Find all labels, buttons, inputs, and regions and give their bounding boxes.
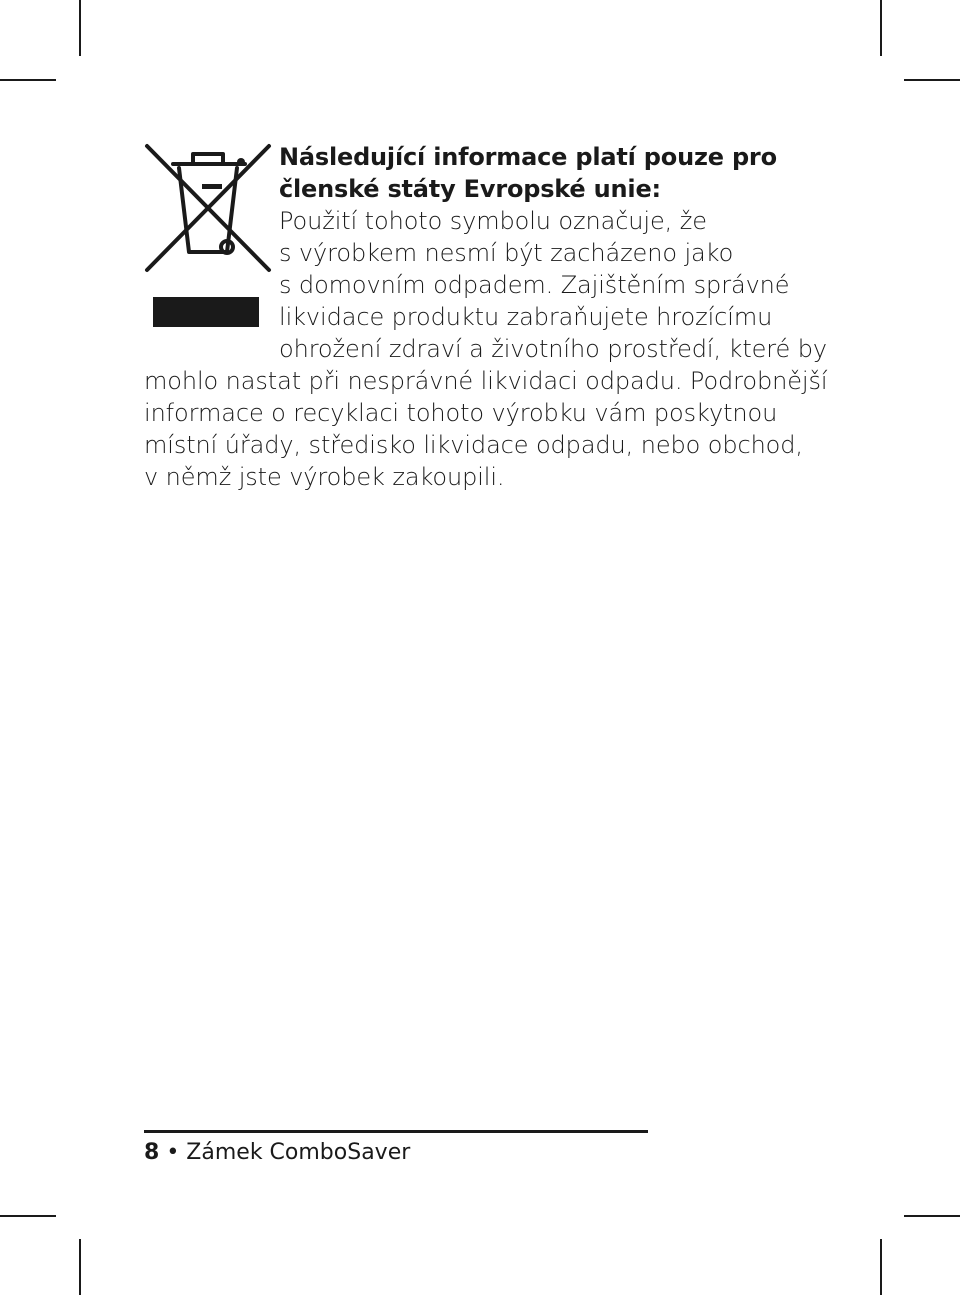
body-line: Použití tohoto symbolu označuje, že [279,207,707,235]
body-line: s výrobkem nesmí být zacházeno jako [279,239,734,267]
crop-mark [904,79,960,81]
body-line: mohlo nastat při nesprávné likvidaci odpadu. Podrobnější [144,367,828,395]
crop-mark [79,0,81,56]
heading-line: Následující informace platí pouze pro [279,143,777,171]
crop-mark [79,1239,81,1295]
body-line: informace o recyklaci tohoto výrobku vám poskytnou [144,399,778,427]
page-number: 8 [144,1140,160,1165]
heading-line: členské státy Evropské unie: [279,175,661,203]
footer-separator: • [166,1140,180,1165]
body-line: likvidace produktu zabraňujete hrozícímu [279,303,773,331]
body-line: místní úřady, středisko likvidace odpadu, nebo obchod, [144,431,803,459]
crop-mark [880,0,882,56]
body-line: v němž jste výrobek zakoupili. [144,463,505,491]
crop-mark [0,79,56,81]
crop-mark [0,1215,56,1217]
footer-rule [144,1130,648,1133]
footer-title: Zámek ComboSaver [186,1140,411,1165]
page-footer [144,1138,410,1168]
crop-mark [880,1239,882,1295]
crop-mark [904,1215,960,1217]
body-line: ohrožení zdraví a životního prostředí, které by [279,335,827,363]
body-line: s domovním odpadem. Zajištěním správné [279,271,790,299]
crossed-out-wheeled-bin-icon [143,142,273,334]
